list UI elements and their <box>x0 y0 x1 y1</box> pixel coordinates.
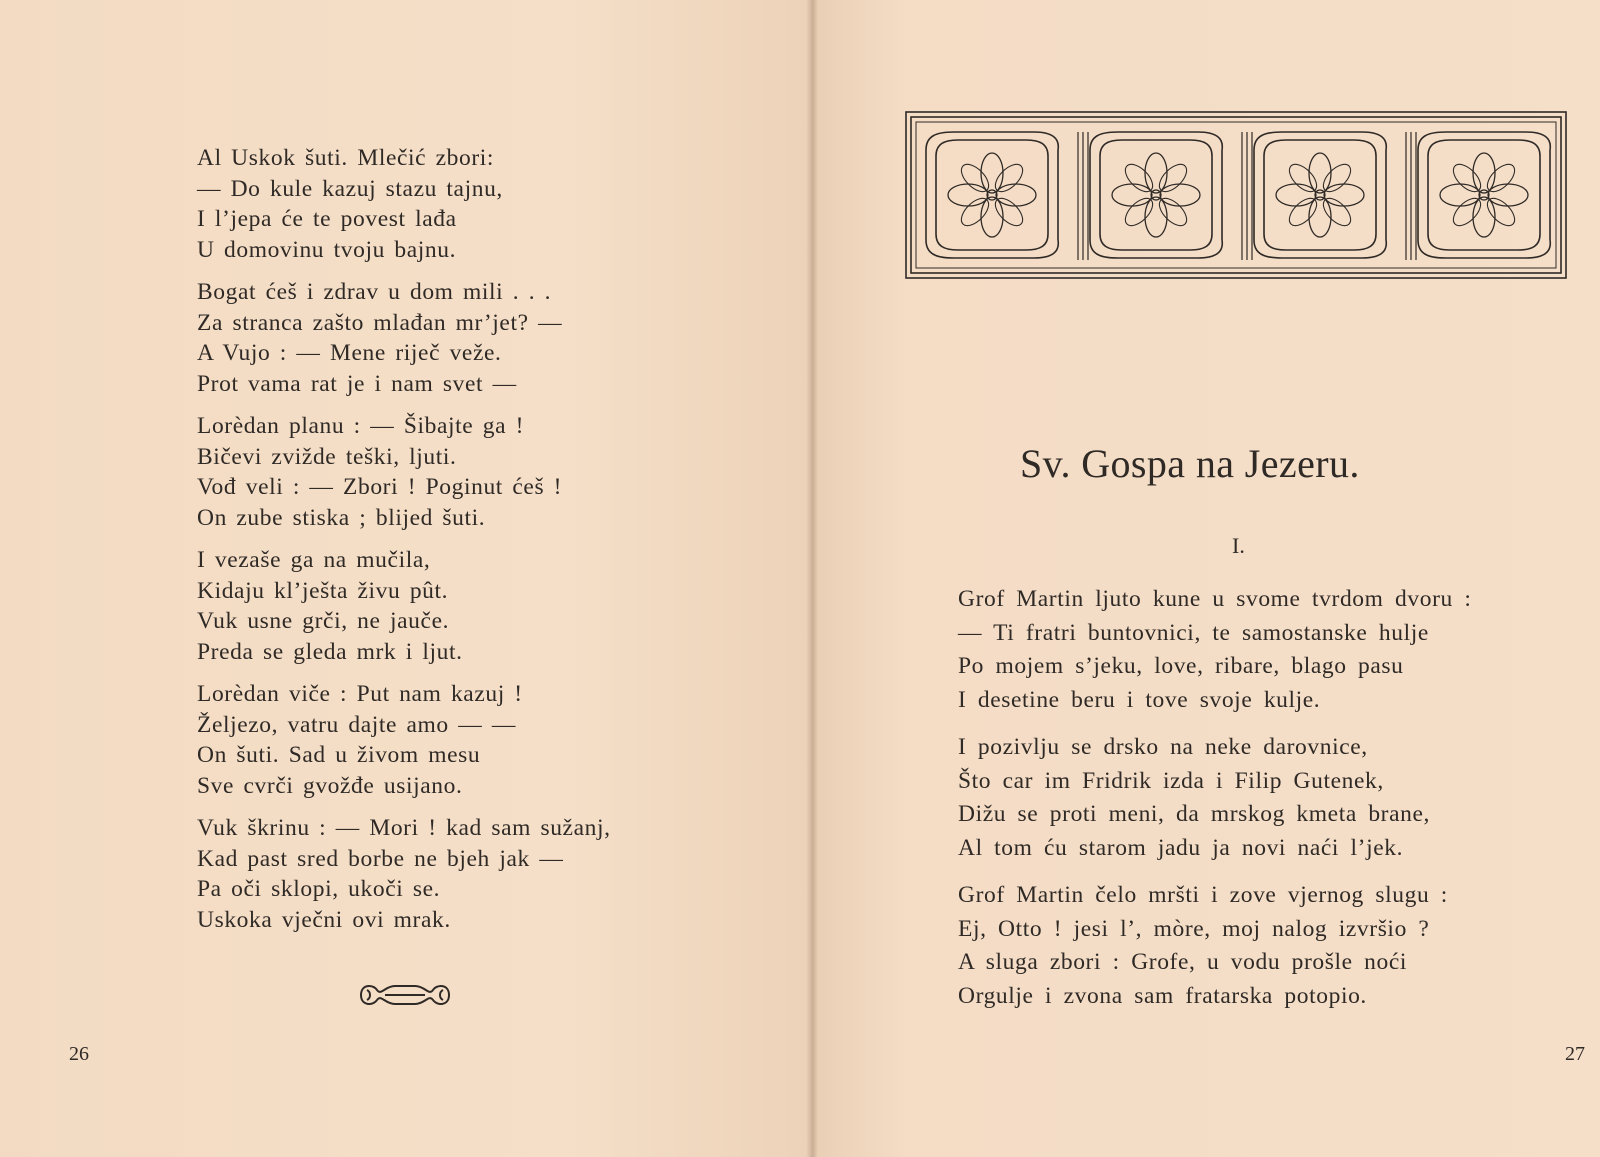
verse-line: On šuti. Sad u živom mesu <box>197 742 481 768</box>
verse-line: U domovinu tvoju bajnu. <box>197 236 457 263</box>
verse-line: Sve cvrči gvožđe usijano. <box>197 772 463 799</box>
verse-line: Dižu se proti meni, da mrskog kmeta brane, <box>958 801 1430 827</box>
verse-line: I l’jepa će te povest lađa <box>197 206 457 232</box>
verse-line: Al Uskok šuti. Mlečić zbori: <box>197 145 495 171</box>
tailpiece-ornament-icon <box>355 978 455 1012</box>
verse-line: Uskoka vječni ovi mrak. <box>197 906 451 933</box>
verse-line: A sluga zbori : Grofe, u vodu prošle noći <box>958 949 1408 975</box>
verse-line: Al tom ću starom jadu ja novi naći l’jek. <box>958 834 1404 861</box>
verse-line: Vuk škrinu : — Mori ! kad sam sužanj, <box>197 815 611 841</box>
verse-line: Željezo, vatru dajte amo — — <box>197 711 516 738</box>
verse-line: Po mojem s’jeku, love, ribare, blago pasu <box>958 653 1404 679</box>
stanza <box>197 277 611 399</box>
verse-line: Za stranca zašto mlađan mr’jet? — <box>197 309 563 336</box>
book-gutter <box>806 0 818 1157</box>
left-poem <box>197 143 611 947</box>
verse-line: Pa oči sklopi, ukoči se. <box>197 876 441 902</box>
right-poem <box>958 583 1471 1027</box>
verse-line: Prot vama rat je i nam svet — <box>197 370 517 397</box>
verse-line: Vođ veli : — Zbori ! Poginut ćeš ! <box>197 474 563 500</box>
stanza <box>197 813 611 935</box>
verse-line: Lorèdan viče : Put nam kazuj ! <box>197 681 523 707</box>
verse-line: Grof Martin ljuto kune u svome tvrdom dvoru : <box>958 586 1472 612</box>
stanza <box>958 731 1471 865</box>
stanza <box>958 583 1471 717</box>
page-number: 26 <box>69 1043 89 1065</box>
verse-line: Preda se gleda mrk i ljut. <box>197 638 463 665</box>
verse-line: Bičevi zvižde teški, ljuti. <box>197 443 457 470</box>
verse-line: Vuk usne grči, ne jauče. <box>197 608 450 634</box>
stanza <box>197 679 611 801</box>
stanza <box>197 545 611 667</box>
poem-title: Sv. Gospa na Jezeru. <box>1020 441 1360 486</box>
verse-line: Ej, Otto ! jesi l’, mòre, moj nalog izvršio ? <box>958 915 1430 942</box>
verse-line: On zube stiska ; blijed šuti. <box>197 504 486 531</box>
verse-line: Kidaju kl’ješta živu pût. <box>197 577 449 604</box>
verse-line: Kad past sred borbe ne bjeh jak — <box>197 845 564 872</box>
verse-line: — Do kule kazuj stazu tajnu, <box>197 175 503 202</box>
verse-line: Bogat ćeš i zdrav u dom mili . . . <box>197 279 552 305</box>
stanza <box>958 879 1471 1013</box>
section-number: I. <box>1232 533 1245 558</box>
verse-line: I vezaše ga na mučila, <box>197 547 431 573</box>
verse-line: I pozivlju se drsko na neke darovnice, <box>958 734 1368 760</box>
verse-line: Grof Martin čelo mršti i zove vjernog slugu : <box>958 882 1448 908</box>
verse-line: A Vujo : — Mene riječ veže. <box>197 340 502 366</box>
verse-line: Što car im Fridrik izda i Filip Gutenek, <box>958 767 1384 794</box>
verse-line: Orgulje i zvona sam fratarska potopio. <box>958 982 1367 1009</box>
page-number: 27 <box>1565 1043 1585 1065</box>
verse-line: Lorèdan planu : — Šibajte ga ! <box>197 413 525 439</box>
verse-line: I desetine beru i tove svoje kulje. <box>958 686 1321 713</box>
decorative-header-ornament-icon <box>904 110 1568 280</box>
stanza <box>197 411 611 533</box>
verse-line: — Ti fratri buntovnici, te samostanske hulje <box>958 619 1429 646</box>
stanza <box>197 143 611 265</box>
